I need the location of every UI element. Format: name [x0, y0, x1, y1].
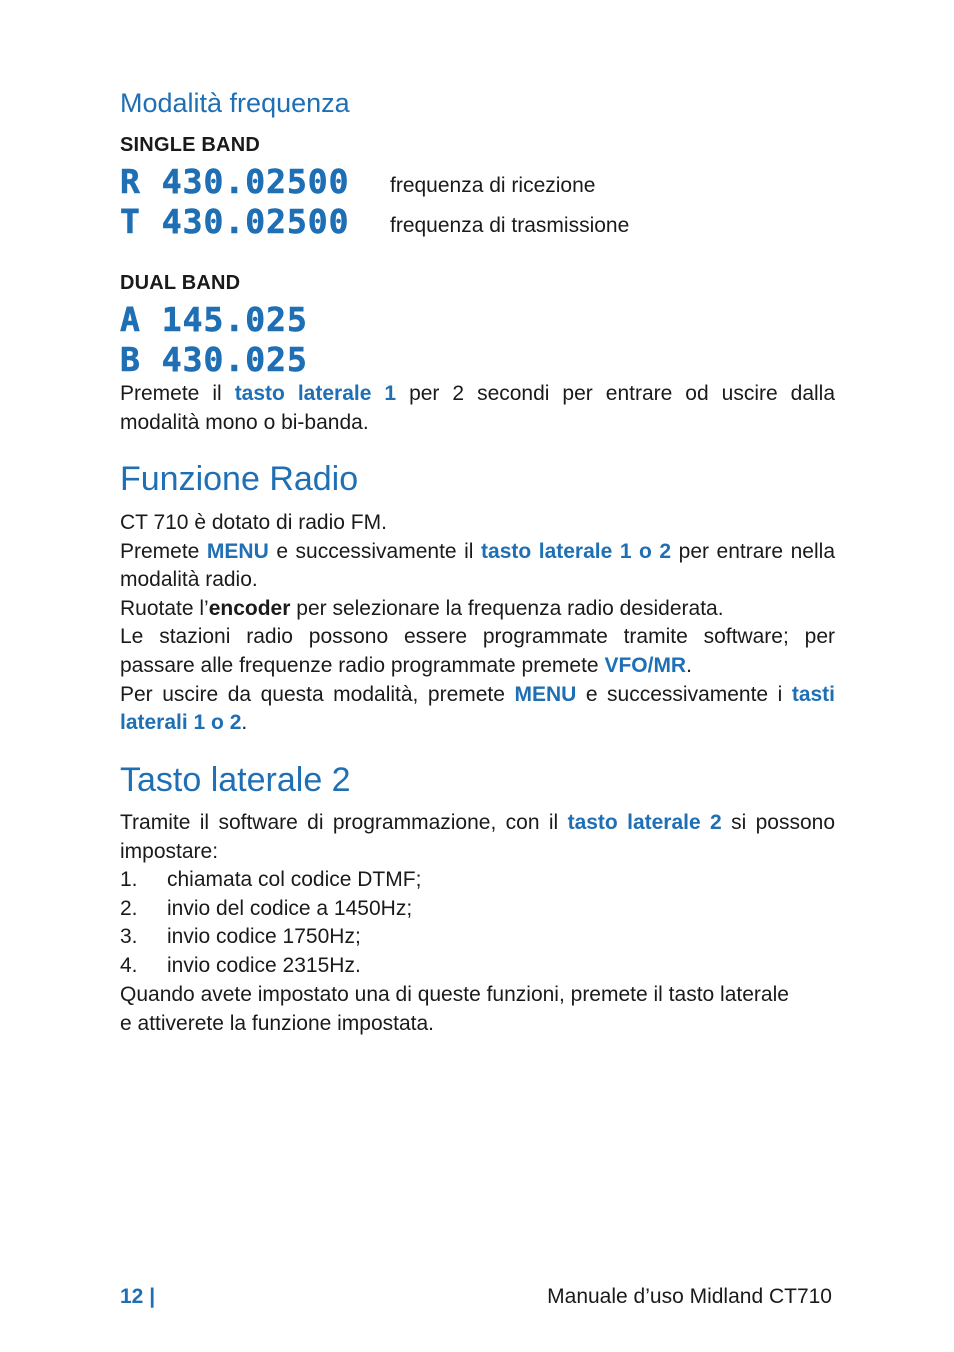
text-span: Premete — [120, 539, 200, 563]
list-item — [120, 866, 835, 895]
list-text: invio del codice a 1450Hz; — [167, 896, 413, 920]
list-number: 4. — [120, 953, 138, 977]
text-span: passare alle frequenze radio programmate premete — [120, 653, 599, 677]
paragraph-line: Quando avete impostato una di queste funzioni, premete il tasto laterale — [120, 983, 789, 1006]
paragraph-line: e attiverete la funzione impostata. — [120, 1011, 435, 1035]
radio-paragraph — [120, 509, 835, 738]
paragraph-line: modalità radio. — [120, 568, 258, 592]
list-number: 3. — [120, 925, 138, 949]
paragraph-line — [120, 681, 835, 710]
list-number: 1. — [120, 868, 138, 891]
paragraph-line — [120, 809, 835, 838]
key-tasto-laterale-1: tasto laterale 1 — [234, 382, 397, 405]
paragraph-line — [120, 652, 835, 681]
section-title-side-key-2: Tasto laterale 2 — [120, 761, 351, 799]
section-title-frequency-mode: Modalità frequenza — [120, 88, 350, 118]
text-span: per entrare nella — [678, 539, 835, 563]
dual-band-label: DUAL BAND — [120, 272, 241, 294]
section-title-radio: Funzione Radio — [120, 460, 359, 498]
tx-frequency-description: frequenza di trasmissione — [390, 214, 630, 237]
page-number: 12 | — [120, 1285, 156, 1308]
text-span: Per uscire da questa modalità, premete — [120, 682, 505, 706]
lcd-band-a: A 145.025 — [120, 300, 308, 339]
list-item — [120, 923, 835, 952]
paragraph-line: CT 710 è dotato di radio FM. — [120, 511, 387, 534]
paragraph-line — [120, 595, 835, 624]
key-menu: MENU — [206, 539, 269, 563]
list-text: invio codice 1750Hz; — [167, 925, 361, 949]
rx-frequency-description: frequenza di ricezione — [390, 174, 596, 197]
list-number: 2. — [120, 896, 138, 920]
lcd-band-b: B 430.025 — [120, 340, 308, 379]
paragraph-line — [120, 380, 835, 409]
key-tasto-laterale-1-o-2: tasto laterale 1 o 2 — [481, 539, 672, 563]
side-key-intro — [120, 809, 835, 866]
text-span: Tramite il software di programmazione, con il — [120, 811, 559, 834]
key-tasti: tasti — [791, 682, 835, 706]
text-span: per selezionare la frequenza radio desiderata. — [296, 596, 724, 620]
list-item — [120, 895, 835, 924]
text-span: e successivamente il — [276, 539, 474, 563]
key-menu: MENU — [514, 682, 577, 706]
side-key-outro — [120, 981, 835, 1038]
paragraph-line — [120, 709, 835, 738]
key-tasto-laterale-2: tasto laterale 2 — [567, 811, 722, 834]
list-text: chiamata col codice DTMF; — [167, 868, 422, 891]
paragraph-line: impostare: — [120, 839, 219, 863]
key-laterali-1-o-2: laterali 1 o 2 — [120, 711, 242, 735]
list-text: invio codice 2315Hz. — [167, 953, 361, 977]
text-span: si possono — [731, 811, 835, 834]
key-encoder: encoder — [208, 596, 291, 620]
lcd-rx-frequency: R 430.02500 — [120, 162, 350, 201]
text-span: . — [686, 653, 692, 677]
manual-title: Manuale d’uso Midland CT710 — [547, 1285, 832, 1308]
text-span: . — [241, 711, 248, 735]
single-band-label: SINGLE BAND — [120, 134, 260, 156]
text-span: e successivamente i — [585, 682, 783, 706]
lcd-tx-frequency: T 430.02500 — [120, 202, 350, 241]
paragraph-line — [120, 538, 835, 567]
key-vfo-mr: VFO/MR — [604, 653, 687, 677]
paragraph-line: modalità mono o bi-banda. — [120, 410, 369, 434]
text-span: Ruotate l’ — [120, 596, 209, 620]
list-item — [120, 952, 835, 981]
paragraph-line: Le stazioni radio possono essere programmate tramite software; per — [120, 625, 835, 649]
side-key-options-list — [120, 866, 835, 980]
frequency-mode-paragraph — [120, 380, 835, 437]
text-span: per 2 secondi per entrare od uscire dalla — [409, 382, 835, 405]
text-span: Premete il — [120, 382, 222, 405]
